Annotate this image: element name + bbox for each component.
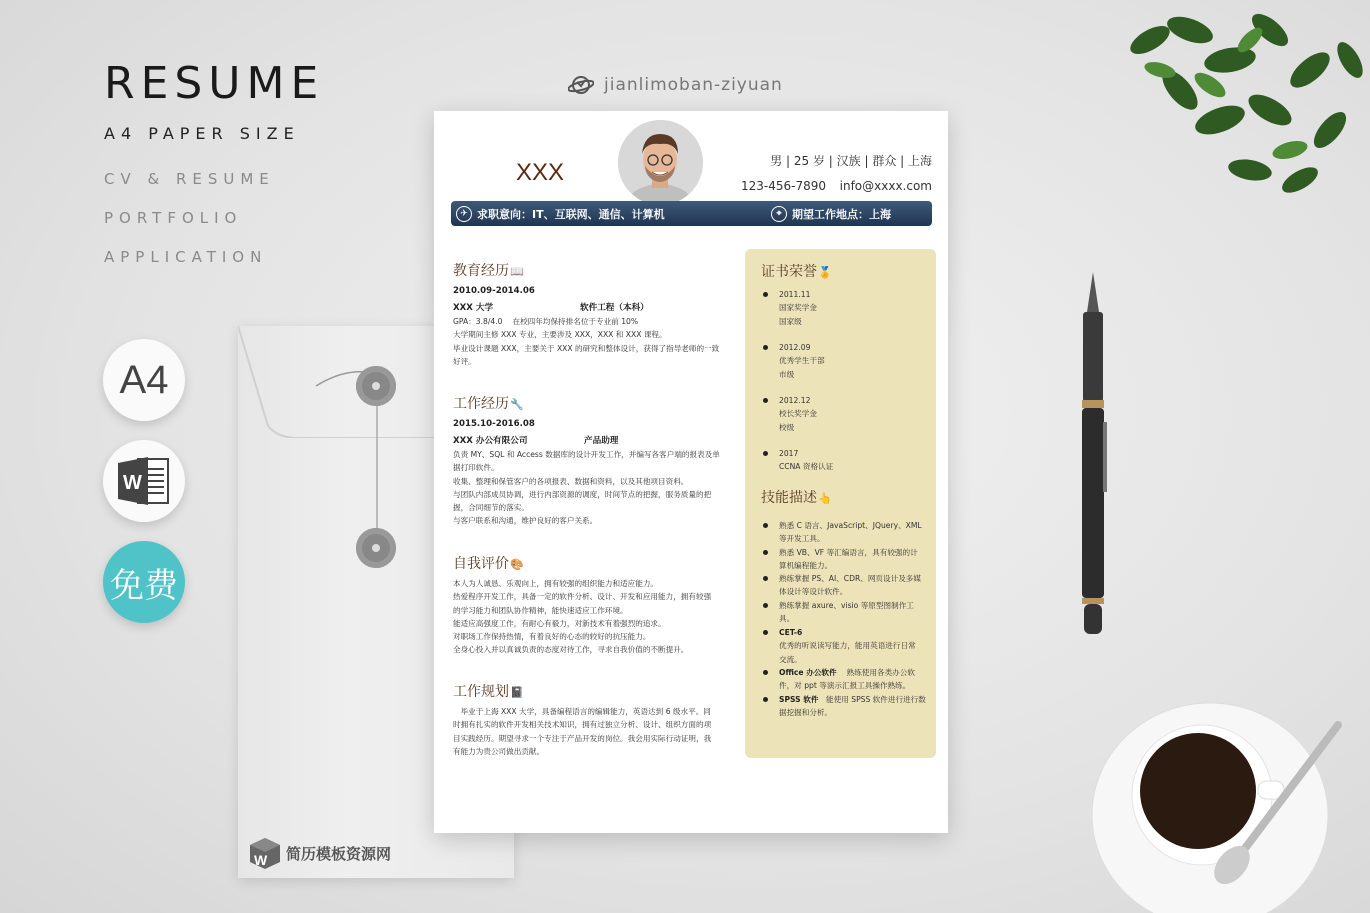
brand-line-portfolio: PORTFOLIO	[104, 209, 243, 227]
job-location-text: 期望工作地点：上海	[792, 207, 891, 221]
resume-paper	[434, 111, 948, 833]
book-icon: 📖	[510, 265, 524, 278]
skills-title: 技能描述👆	[761, 490, 832, 506]
education-period: 2010.09-2014.06	[453, 286, 535, 296]
sidebar-panel	[745, 249, 936, 758]
work-company: XXX 办公有限公司	[453, 436, 528, 446]
coffee-decoration	[1090, 685, 1360, 913]
skill-item: 熟悉 VB、VF 等汇编语言，具有较强的计 算机编程能力。	[779, 546, 929, 573]
medal-icon: 🏅	[818, 266, 832, 279]
svg-text:W: W	[254, 852, 268, 868]
intent-bar	[451, 201, 932, 226]
location-pin-icon: ⌖	[771, 206, 787, 222]
resume-name: XXX	[516, 159, 565, 186]
notebook-icon: 📓	[510, 686, 524, 699]
education-major: 软件工程（本科）	[580, 303, 649, 313]
brand-line-application: APPLICATION	[104, 248, 268, 266]
cert-item: 2011.11 国家奖学金 国家级	[779, 288, 817, 328]
education-title: 教育经历📖	[453, 263, 524, 279]
skill-item: 熟练掌握 axure、visio 等原型图制作工 具。	[779, 599, 929, 626]
pen-decoration	[1073, 272, 1113, 637]
skill-item: CET-6 优秀的听说读写能力，能用英语进行日常 交流。	[779, 626, 929, 666]
work-title: 工作经历🔧	[453, 396, 524, 412]
free-badge: 免费	[103, 541, 185, 623]
skill-item: SPSS 软件 能使用 SPSS 软件进行进行数 据挖掘和分析。	[779, 693, 929, 720]
svg-text:W: W	[123, 472, 142, 494]
cert-item: 2012.12 校长奖学金 校级	[779, 394, 817, 434]
work-position: 产品助理	[584, 436, 619, 446]
pointing-hand-icon: 👆	[818, 492, 832, 505]
phone: 123-456-7890	[741, 179, 827, 193]
plan-title: 工作规划📓	[453, 684, 524, 700]
personal-info: 男 | 25 岁 | 汉族 | 群众 | 上海	[770, 154, 932, 168]
plane-icon: ✈	[456, 206, 472, 222]
planet-logo-icon	[568, 74, 594, 96]
education-details: GPA：3.8/4.0 在校四年均保持排名位于专业前 10% 大学期间主修 XXX 专业，主要涉及 XXX，XXX 和 XXX 课程。 毕业设计课题 XXX，主要关于 XXX 的研究和整体设计，获得了指导老师的一致 好评。	[453, 317, 720, 366]
avatar	[618, 120, 703, 205]
top-watermark	[568, 74, 783, 96]
skill-item: 熟悉 C 语言、JavaScript、JQuery、XML 等开发工具。	[779, 519, 929, 546]
self-eval-details: 本人为人诚恳、乐观向上，拥有较强的组织能力和适应能力。 热爱程序开发工作，具备一定的软件分析、设计、开发和应用能力，拥有较强 的学习能力和团队协作精神，能快速适应工作环境。 能适应高强度工作，有耐心有毅力，对新技术有着强烈的追求。 对职场工作保持热情，有着良好的心态的较好的抗压能力。 全身心投入并以真诚负责的态度对待工作，寻求自我价值的不断提升。	[453, 579, 712, 655]
self-eval-title: 自我评价🎨	[453, 556, 524, 572]
wrench-icon: 🔧	[510, 398, 524, 411]
brand-line-cv: CV & RESUME	[104, 170, 275, 188]
a4-badge: A4	[103, 339, 185, 421]
job-intent	[456, 206, 665, 222]
job-intent-text: 求职意向：IT、互联网、通信、计算机	[477, 207, 665, 221]
email: info@xxxx.com	[839, 179, 932, 193]
watermark-text: jianlimoban-ziyuan	[604, 75, 783, 95]
envelope-button-top	[356, 366, 396, 406]
word-icon	[103, 440, 185, 522]
envelope-brand	[248, 836, 391, 870]
brand-subtitle: A4 PAPER SIZE	[104, 124, 300, 143]
cert-item: 2017 CCNA 资格认证	[779, 447, 833, 474]
work-details: 负责 MY、SQL 和 Access 数据库的设计开发工作，并编写各客户端的报表及单 据打印软件。 收集、整理和保管客户的各项报表、数据和资料，以及其他项目资料。 与团队内部成员协调，进行内部资源的调度，时间节点的把握，服务质量的把 握，合同细节的落实。 与客户联系和沟通，维护良好的客户关系。	[453, 450, 720, 526]
work-period: 2015.10-2016.08	[453, 419, 535, 429]
plant-decoration	[1090, 0, 1370, 215]
skill-item: 熟练掌握 PS、AI、CDR、网页设计及多媒 体设计等设计软件。	[779, 572, 929, 599]
brand-title: RESUME	[104, 58, 325, 109]
education-school: XXX 大学	[453, 303, 494, 313]
envelope-button-bottom	[356, 528, 396, 568]
job-location	[771, 206, 891, 222]
palette-icon: 🎨	[510, 558, 524, 571]
brand-cube-icon	[248, 836, 282, 870]
plan-details: 毕业于上海 XXX 大学，具备编程语言的编辑能力，英语达到 6 级水平。同 时拥有扎实的软件开发相关技术知识，拥有过独立分析、设计、组织方面的项 目实践经历。期望寻求一个专注于产品开发的岗位。我会用实际行动证明，我 有能力为贵公司做出贡献。	[453, 707, 712, 756]
cert-item: 2012.09 优秀学生干部 市级	[779, 341, 825, 381]
envelope-brand-text: 简历模板资源网	[286, 844, 392, 863]
certs-title: 证书荣誉🏅	[761, 264, 832, 280]
skill-item: Office 办公软件 熟练使用各类办公软 件，对 ppt 等演示汇报工具操作熟练。	[779, 666, 929, 693]
